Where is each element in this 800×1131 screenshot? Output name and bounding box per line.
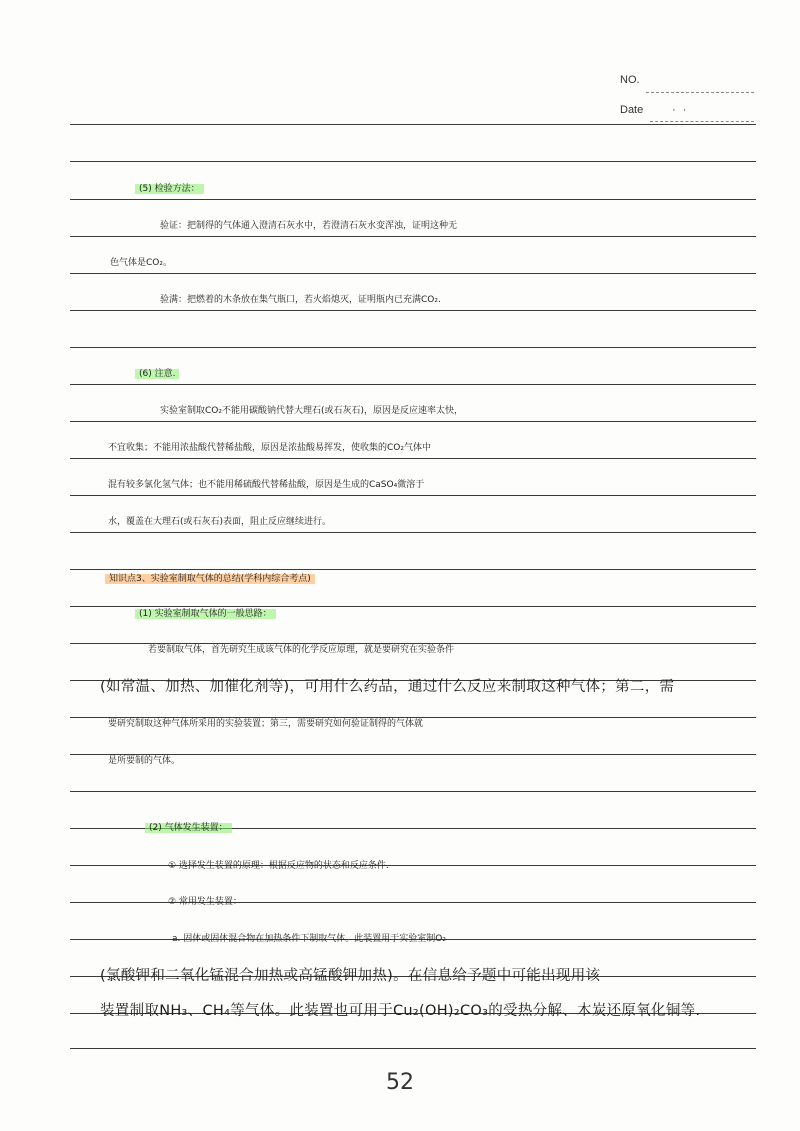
text-line: 实验室制取CO₂不能用碳酸钠代替大理石(或石灰石)，原因是反应速率太快， — [160, 406, 464, 416]
no-label: NO. — [620, 74, 640, 86]
text-line: 是所要制的气体。 — [108, 756, 181, 766]
text-line: a. 固体或固体混合物在加热条件下制取气体。此装置用于实验室制O₂ — [172, 934, 446, 944]
page-number: 52 — [386, 1070, 414, 1095]
knowledge-point-3-heading: 知识点3、实验室制取气体的总结(学科内综合考点) — [105, 569, 755, 589]
text-line: ② 常用发生装置： — [168, 897, 242, 907]
text-line: ① 选择发生装置的原理：根据反应物的状态和反应条件. — [168, 861, 389, 871]
text-line: 要研究制取这种气体所采用的实验装置；第三，需要研究如何验证制得的气体就 — [108, 719, 424, 729]
text-line: 装置制取NH₃、CH₄等气体。此装置也可用于Cu₂(OH)₂CO₃的受热分解、木炭还原氧化铜等. — [100, 1003, 701, 1019]
text-line: (如常温、加热、加催化剂等)，可用什么药品，通过什么反应来制取这种气体；第二，需 — [100, 679, 675, 695]
date-label: Date — [620, 104, 644, 116]
text-line: 水，覆盖在大理石(或石灰石)表面，阻止反应继续进行。 — [108, 517, 332, 527]
text-line: 若要制取气体，首先研究生成该气体的化学反应原理，就是要研究在实验条件 — [148, 645, 455, 655]
text-line: 验满：把燃着的木条放在集气瓶口，若火焰熄灭，证明瓶内已充满CO₂. — [160, 295, 441, 305]
date-field-line — [650, 121, 754, 122]
date-separators: · · — [672, 104, 689, 116]
section-6-heading: (6) 注意. — [135, 364, 785, 384]
text-line: 验证：把制得的气体通入澄清石灰水中，若澄清石灰水变浑浊，证明这种无 — [160, 221, 458, 231]
text-line: 不宜收集；不能用浓盐酸代替稀盐酸，原因是浓盐酸易挥发，使收集的CO₂气体中 — [108, 443, 431, 453]
subsection-1-heading: (1) 实验室制取气体的一般思路： — [135, 604, 785, 624]
text-line: (氯酸钾和二氧化锰混合加热或高锰酸钾加热)。在信息给予题中可能出现用该 — [100, 968, 601, 984]
no-field-line — [646, 92, 754, 93]
subsection-2-heading: (2) 气体发生装置： — [145, 818, 795, 838]
text-line: 色气体是CO₂。 — [110, 258, 172, 268]
text-line: 混有较多氯化氢气体；也不能用稀硫酸代替稀盐酸，原因是生成的CaSO₄微溶于 — [108, 480, 425, 490]
section-5-heading: (5) 检验方法： — [135, 179, 785, 199]
